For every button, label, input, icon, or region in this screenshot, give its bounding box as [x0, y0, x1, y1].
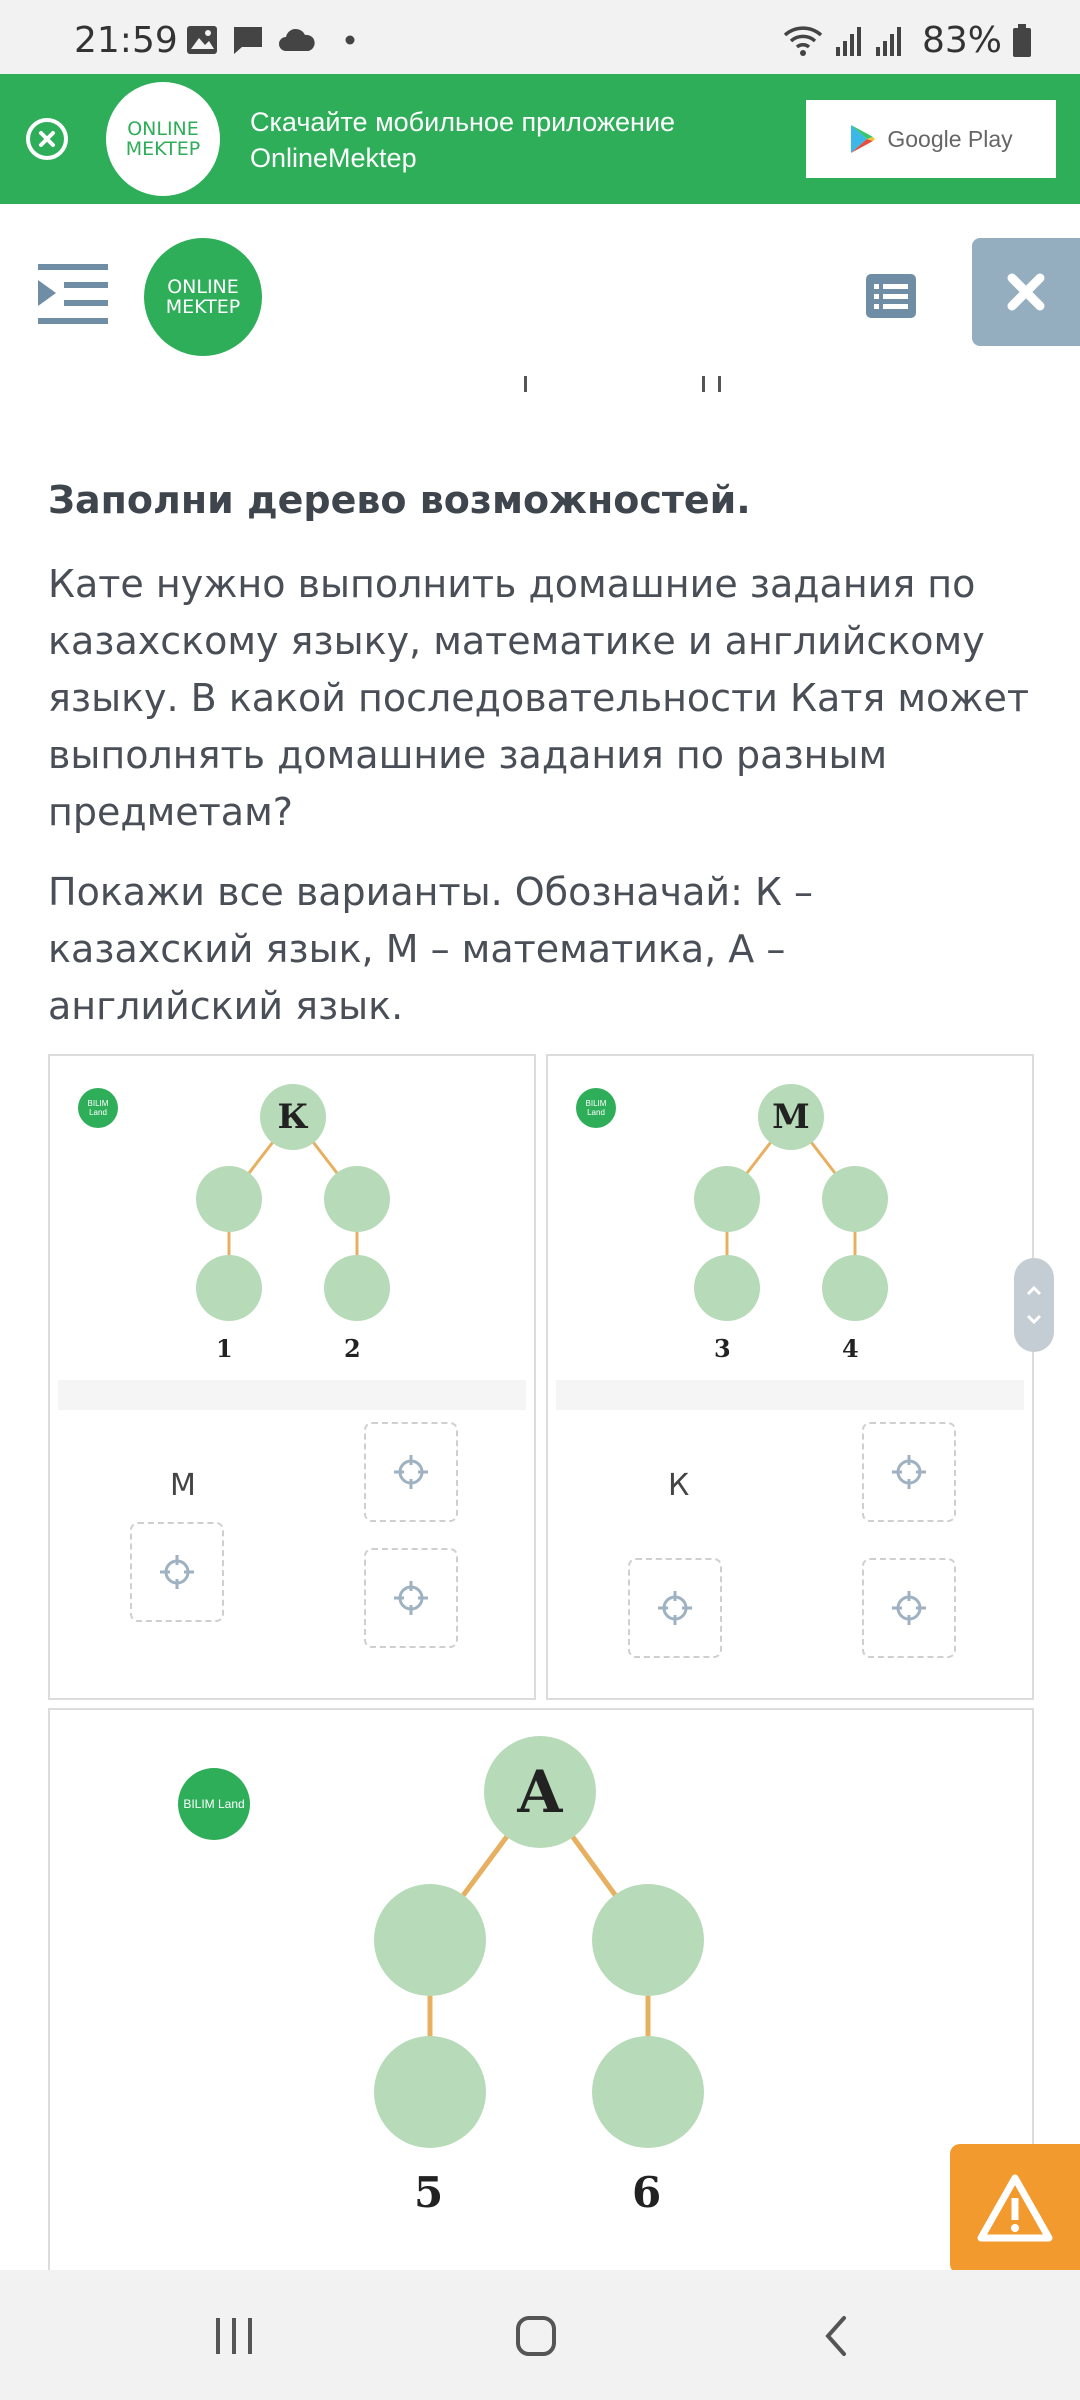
message-icon [232, 24, 264, 56]
status-right [782, 20, 1032, 61]
google-play-icon [849, 124, 877, 154]
scroll-handle[interactable] [1014, 1258, 1054, 1352]
tree-node-level3-left [196, 1255, 262, 1321]
drop-slot[interactable] [862, 1558, 956, 1658]
tree-root-node: М [758, 1084, 824, 1150]
tree-node-level2-right [592, 1884, 704, 1996]
crosshair-icon [157, 1552, 197, 1592]
app-promo-banner [0, 74, 1080, 204]
google-play-label: Google Play [887, 125, 1013, 152]
menu-icon[interactable] [38, 264, 108, 326]
crosshair-icon [391, 1452, 431, 1492]
report-problem-button[interactable] [950, 2144, 1080, 2274]
task-paragraph: Кате нужно выполнить домашние задания по казахскому языку, математике и английскому языку. В какой последовательности Катя может выполнять домашние задания по разным предметам? [48, 562, 1029, 834]
tree-node-level3-right [592, 2036, 704, 2148]
status-bar [0, 0, 1080, 74]
bilimland-badge: BILIM Land [178, 1768, 250, 1840]
header-logo-line1: ONLINE [167, 276, 239, 298]
tree-node-level3-left [694, 1255, 760, 1321]
tree-node-level3-right [822, 1255, 888, 1321]
task-instructions: Покажи все варианты. Обозначай: К – казахский язык, М – математика, А – английский язык. [48, 870, 814, 1028]
tree-node-level3-left [374, 2036, 486, 2148]
image-icon [186, 25, 218, 55]
drop-slot[interactable] [364, 1548, 458, 1648]
crosshair-icon [655, 1588, 695, 1628]
tree-root-node: К [260, 1084, 326, 1150]
crosshair-icon [391, 1578, 431, 1618]
drop-slot[interactable] [364, 1422, 458, 1522]
banner-logo-line1: ONLINE [127, 118, 199, 140]
draggable-answer-token[interactable]: К [668, 1468, 690, 1503]
tree-diagram [556, 1064, 1024, 1380]
wifi-icon [782, 24, 824, 58]
tree-node-level2-right [822, 1166, 888, 1232]
tree-branch-number: 3 [714, 1334, 731, 1363]
crosshair-icon [889, 1452, 929, 1492]
tree-node-level2-right [324, 1166, 390, 1232]
tree-card-m [546, 1054, 1034, 1700]
header-logo[interactable] [144, 238, 262, 356]
clipped-content-edge [520, 376, 730, 396]
home-icon[interactable] [506, 2306, 566, 2366]
status-left-icons [186, 24, 360, 56]
tree-node-level2-left [196, 1166, 262, 1232]
close-button[interactable] [972, 238, 1080, 346]
warning-icon [950, 2144, 1080, 2274]
drop-slot[interactable] [130, 1522, 224, 1622]
answer-area [58, 1410, 526, 1690]
draggable-answer-token[interactable]: М [170, 1468, 196, 1503]
banner-logo [106, 82, 220, 196]
tree-root-node: А [484, 1736, 596, 1848]
task-title: Заполни дерево возможностей. [48, 478, 751, 522]
battery-icon [1012, 24, 1032, 58]
recents-icon[interactable] [204, 2306, 264, 2366]
tree-branch-number: 2 [344, 1334, 361, 1363]
tree-node-level2-left [694, 1166, 760, 1232]
drop-slot[interactable] [628, 1558, 722, 1658]
dot-icon [330, 25, 360, 55]
tree-branch-number: 4 [842, 1334, 859, 1363]
close-circle-icon[interactable] [26, 118, 68, 160]
bilimland-badge: BILIM Land [78, 1088, 118, 1128]
battery-percent: 83% [921, 20, 1002, 61]
bilimland-badge: BILIM Land [576, 1088, 616, 1128]
tree-branch-number: 6 [632, 2168, 662, 2217]
tree-node-level2-left [374, 1884, 486, 1996]
system-navigation-bar [0, 2270, 1080, 2400]
signal-icon [834, 25, 912, 57]
tree-card-a [48, 1708, 1034, 2270]
tree-card-k [48, 1054, 536, 1700]
tree-diagram [58, 1064, 526, 1380]
banner-message [250, 104, 675, 176]
tree-diagram [148, 1720, 936, 2252]
list-icon[interactable] [866, 274, 916, 318]
status-time: 21:59 [74, 20, 178, 61]
banner-text-line1: Скачайте мобильное приложение [250, 107, 676, 137]
drop-slot[interactable] [862, 1422, 956, 1522]
crosshair-icon [889, 1588, 929, 1628]
banner-text-line2: OnlineMektep [250, 143, 417, 173]
back-icon[interactable] [808, 2306, 868, 2366]
tree-branch-number: 1 [216, 1334, 233, 1363]
header-logo-line2: MEKTEP [165, 296, 241, 318]
banner-logo-line2: MEKTEP [125, 138, 201, 160]
tree-branch-number: 5 [414, 2168, 444, 2217]
tree-node-level3-right [324, 1255, 390, 1321]
google-play-button[interactable] [806, 100, 1056, 178]
answer-area [556, 1410, 1024, 1690]
cloud-icon [278, 27, 316, 53]
close-icon [972, 238, 1080, 346]
